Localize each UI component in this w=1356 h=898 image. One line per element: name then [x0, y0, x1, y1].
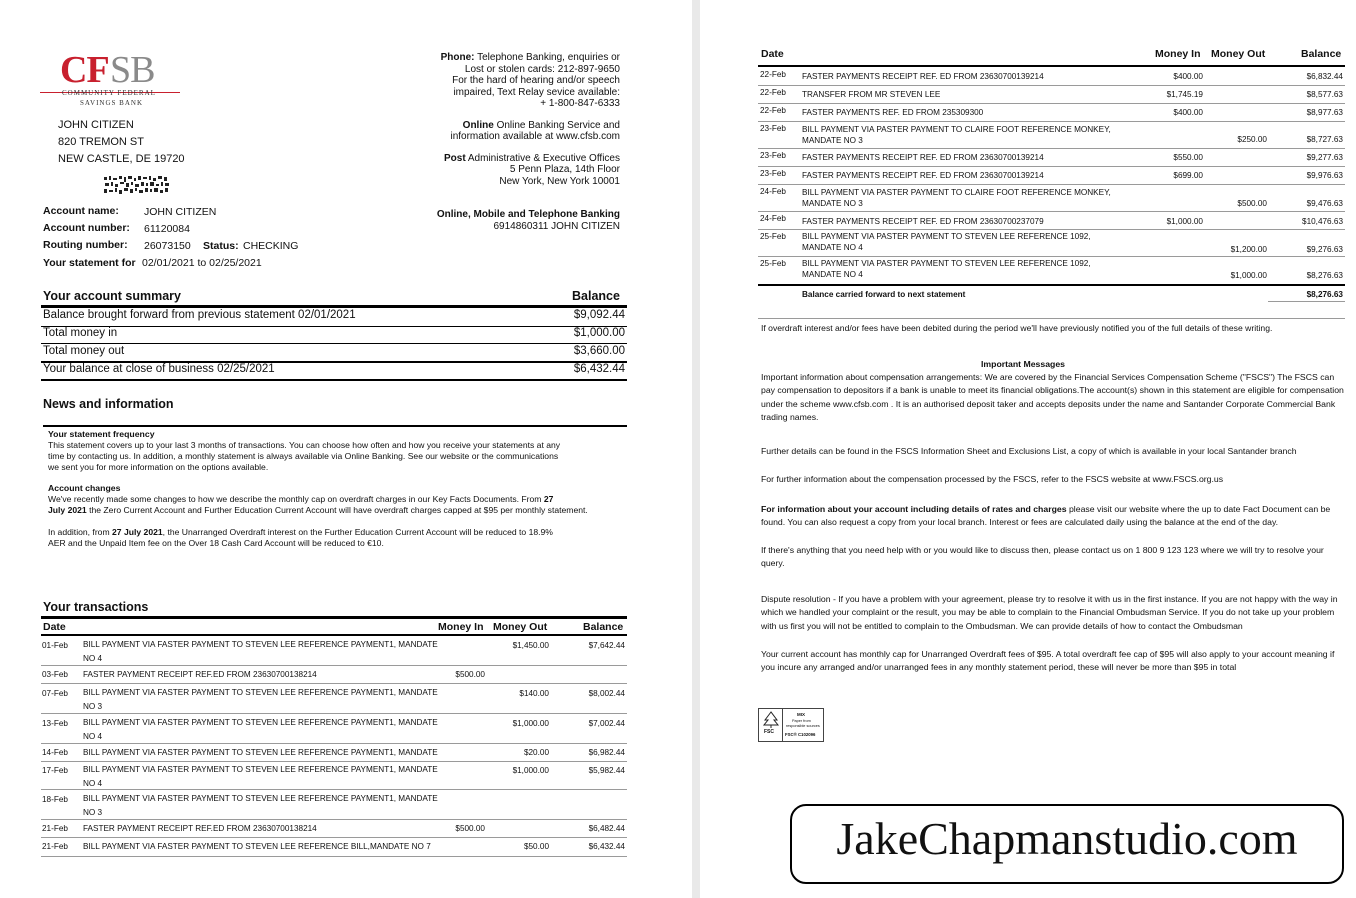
routing-number-label: Routing number:	[43, 239, 128, 251]
summary-row-label: Your balance at close of business 02/25/2021	[43, 363, 275, 375]
tx-balance: $6,832.44	[1306, 72, 1343, 81]
fsc-tree-icon	[762, 711, 780, 729]
tx-desc: FASTER PAYMENTS RECEIPT REF. ED FROM 23630700139214	[802, 153, 1044, 162]
news-top-rule	[43, 425, 627, 427]
carried-forward-value: $8,276.63	[1306, 290, 1343, 299]
statement-frequency-line: This statement covers up to your last 3 months of transactions. You can choose how often and how you receive your statements at any	[48, 440, 561, 450]
tx-desc: TRANSFER FROM MR STEVEN LEE	[802, 90, 941, 99]
summary-row	[41, 308, 627, 327]
table-row	[758, 230, 1345, 257]
tx-money-in: $550.00	[1173, 153, 1203, 162]
tx-money-out: $1,200.00	[1230, 245, 1267, 254]
tx-money-out: $50.00	[523, 842, 549, 851]
fsc-sources: responsible sources	[786, 724, 820, 728]
table-row	[41, 790, 627, 820]
fsc-mix: MIX	[797, 712, 806, 717]
transactions-table	[41, 636, 627, 858]
summary-row-value: $1,000.00	[573, 327, 625, 339]
rates-paragraph: For information about your account including details of rates and charges please visit our website where the up to date Fact Document can be found. You can also request a copy from your local branch. Interest or fees are calculated daily using the balance at the end of the day.	[761, 504, 1331, 528]
logo-sb-text: SB	[110, 49, 155, 91]
tx-balance: $9,476.63	[1306, 199, 1343, 208]
carried-forward-rule	[1268, 301, 1345, 302]
tx-balance: $8,276.63	[1306, 271, 1343, 280]
tx-date: 17-Feb	[42, 766, 68, 775]
tx-money-out: $1,000.00	[512, 719, 549, 728]
tx-money-out: $20.00	[523, 748, 549, 757]
table-row	[41, 762, 627, 790]
tx-money-out: $500.00	[1237, 199, 1267, 208]
statement-period-value: 02/01/2021 to 02/25/2021	[142, 257, 262, 269]
tx-desc: FASTER PAYMENT RECEIPT REF.ED FROM 23630700138214	[83, 670, 317, 679]
summary-title: Your account summary	[43, 289, 182, 303]
tx-desc: MANDATE NO 3	[802, 136, 863, 145]
tx-money-in: $699.00	[1173, 171, 1203, 180]
tx-header-money-in: Money In	[438, 621, 484, 633]
tx-balance: $8,727.63	[1306, 135, 1343, 144]
tx-date: 21-Feb	[42, 824, 68, 833]
account-number-value: 61120084	[144, 223, 190, 235]
tx-balance: $8,977.63	[1306, 108, 1343, 117]
tx-date: 18-Feb	[42, 795, 68, 804]
tx-money-in: $1,745.19	[1166, 90, 1203, 99]
summary-row-value: $6,432.44	[573, 363, 625, 375]
tx-date: 21-Feb	[42, 842, 68, 851]
tx-date: 23-Feb	[760, 151, 786, 160]
tx-money-out: $1,000.00	[1230, 271, 1267, 280]
important-messages-title: Important Messages	[981, 359, 1066, 369]
transactions-top-rule	[41, 616, 627, 619]
table-row	[41, 684, 627, 714]
tx-date: 22-Feb	[760, 70, 786, 79]
tx-balance: $8,002.44	[588, 689, 625, 698]
tx-date: 14-Feb	[42, 748, 68, 757]
watermark-banner	[790, 804, 1344, 884]
omtb-label: Online, Mobile and Telephone Banking	[436, 209, 620, 220]
tx-desc: BILL PAYMENT VIA FASTER PAYMENT TO STEVEN LEE REFERENCE PAYMENT1, MANDATE	[83, 640, 438, 649]
tx-desc: BILL PAYMENT VIA FASTER PAYMENT TO STEVEN LEE REFERENCE PAYMENT1, MANDATE	[83, 748, 438, 757]
tx-balance: $6,482.44	[588, 824, 625, 833]
tx-balance: $9,277.63	[1306, 153, 1343, 162]
tx-date: 24-Feb	[760, 214, 786, 223]
summary-balance-header: Balance	[572, 289, 620, 303]
phone-line-2: Lost or stolen cards: 212-897-9650	[464, 63, 620, 75]
tx-desc: BILL PAYMENT VIA FASTER PAYMENT TO STEVEN LEE REFERENCE PAYMENT1, MANDATE	[83, 688, 438, 697]
table-row	[758, 104, 1345, 122]
tx-balance: $7,002.44	[588, 719, 625, 728]
post-line-3: New York, New York 10001	[499, 175, 620, 187]
tx-money-out: $1,450.00	[512, 641, 549, 650]
tx-date: 23-Feb	[760, 169, 786, 178]
tx-date: 03-Feb	[42, 670, 68, 679]
summary-row-label: Total money in	[43, 327, 118, 339]
tx-date: 01-Feb	[42, 641, 68, 650]
tx-balance: $7,642.44	[588, 641, 625, 650]
tx-desc: BILL PAYMENT VIA FASTER PAYMENT TO STEVEN LEE REFERENCE PAYMENT1, MANDATE	[83, 765, 438, 774]
phone-line-3: For the hard of hearing and/or speech	[452, 75, 620, 86]
tx-desc: BILL PAYMENT VIA FASTER PAYMENT TO STEVEN LEE REFERENCE PAYMENT1, MANDATE	[83, 794, 438, 803]
transactions-table-continued	[758, 67, 1345, 307]
tx2-header-balance: Balance	[1301, 48, 1342, 60]
tx-desc: NO 4	[83, 654, 103, 663]
phone-line-4: impaired, Text Relay sevice available:	[453, 86, 620, 98]
table-row	[758, 212, 1345, 230]
tx-balance: $8,577.63	[1306, 90, 1343, 99]
tx-money-in: $500.00	[455, 824, 485, 833]
help-paragraph: If there's anything that you need help with or you would like to discuss then, please contact us on 1 800 9 123 123 where we will try to resolve your query.	[761, 545, 1324, 569]
tx-date: 25-Feb	[760, 232, 786, 241]
addition-line: AER and the Unpaid Item fee on the Over 18 Cash Card Account will be reduced to €10.	[48, 538, 384, 548]
phone-line-5: + 1-800-847-6333	[540, 98, 620, 109]
carried-forward-label: Balance carried forward to next statement	[802, 290, 966, 299]
tx-desc: BILL PAYMENT VIA PASTER PAYMENT TO CLAIRE FOOT REFERENCE MONKEY,	[802, 188, 1111, 197]
fsc-text: FSC	[764, 729, 774, 735]
online-line-2: information available at www.cfsb.com	[450, 131, 620, 142]
tx-desc: FASTER PAYMENT RECEIPT REF.ED FROM 23630700138214	[83, 824, 317, 833]
tx-desc: BILL PAYMENT VIA PASTER PAYMENT TO STEVEN LEE REFERENCE 1092,	[802, 259, 1091, 268]
tx-desc: MANDATE NO 4	[802, 243, 863, 252]
notices-top-rule	[758, 318, 1345, 319]
statement-frequency-line: time by contacting us. In addition, a monthly statement is always available via Online Banking. See our website or the communications	[48, 451, 559, 461]
account-name-value: JOHN CITIZEN	[144, 206, 217, 218]
addition-line: In addition, from 27 July 2021, the Unarranged Overdraft interest on the Further Education Current Account will be reduced to 18.9%	[48, 527, 553, 537]
fsc-certification-logo	[758, 708, 824, 742]
tx-balance: $5,982.44	[588, 766, 625, 775]
tx-desc: NO 3	[83, 702, 103, 711]
tx-desc: FASTER PAYMENTS RECEIPT REF. ED FROM 23630700237079	[802, 217, 1044, 226]
transactions-title: Your transactions	[43, 600, 149, 614]
summary-row	[41, 326, 627, 344]
customer-street: 820 TREMON ST	[58, 136, 144, 148]
logo-line2: SAVINGS BANK	[80, 99, 144, 107]
table-row	[41, 714, 627, 744]
tx-date: 25-Feb	[760, 259, 786, 268]
account-changes-line: We've recently made some changes to how we describe the monthly cap on overdraft charges in our Key Facts Documents. From 27	[48, 494, 554, 504]
table-row	[758, 149, 1345, 167]
bank-logo	[60, 48, 180, 108]
fscs-paragraph: Important information about compensation arrangements: We are covered by the Financial Services Compensation Scheme ("FSCS") The FSCS can pay compensation to depositors if a bank is unable to meet its financial obligations.The account(s) shown in this statement are eligible for compensation under the scheme www.cfsb.com . It is an authorised deposit taker and accepts deposits under the name and Santander Corporate Commercial Bank trading names.	[761, 372, 1344, 423]
overdraft-notice: If overdraft interest and/or fees have been debited during the period we'll have previously notified you of the full details of these writing.	[761, 323, 1273, 333]
fscs-website: For further information about the compensation processed by the FSCS, refer to the FSCS website at www.FSCS.org.us	[761, 474, 1224, 484]
fscs-details: Further details can be found in the FSCS Information Sheet and Exclusions List, a copy of which is available in your local Santander branch	[761, 446, 1297, 456]
table-row	[41, 744, 627, 762]
table-row	[41, 666, 627, 684]
tx-header-date: Date	[43, 621, 66, 633]
tx-money-in: $400.00	[1173, 72, 1203, 81]
summary-row	[41, 344, 627, 363]
tx-desc: BILL PAYMENT VIA FASTER PAYMENT TO STEVEN LEE REFERENCE BILL,MANDATE NO 7	[83, 842, 431, 851]
tx-desc: NO 4	[83, 732, 103, 741]
fsc-divider	[782, 709, 783, 741]
table-row	[758, 185, 1345, 212]
tx-desc: FASTER PAYMENTS REF. ED FROM 235309300	[802, 108, 984, 117]
account-changes-title: Account changes	[48, 483, 121, 493]
table-row	[758, 257, 1345, 286]
dispute-paragraph: Dispute resolution - If you have a problem with your agreement, please try to resolve it with us in the first instance. If you are not happy with the way in which we handled your complaint or the result, you may be able to complain to the Financial Ombudsman Service. If you do not take up your problem with us first you will not be entitled to complain to the Ombudsman. We can provide details of how to contact the Ombudsman	[761, 594, 1338, 631]
status-label: Status:	[203, 240, 239, 252]
tx-desc: BILL PAYMENT VIA FASTER PAYMENT TO STEVEN LEE REFERENCE PAYMENT1, MANDATE	[83, 718, 438, 727]
tx-desc: BILL PAYMENT VIA PASTER PAYMENT TO STEVEN LEE REFERENCE 1092,	[802, 232, 1091, 241]
table-row	[41, 838, 627, 857]
customer-city: NEW CASTLE, DE 19720	[58, 153, 185, 165]
online-line-1: Online Online Banking Service and	[462, 119, 620, 131]
phone-line-1: Phone: Telephone Banking, enquiries or	[440, 52, 620, 63]
tx-money-out: $250.00	[1237, 135, 1267, 144]
tx-money-in: $500.00	[455, 670, 485, 679]
table-row	[758, 67, 1345, 86]
tx-money-out: $1,000.00	[512, 766, 549, 775]
contact-block	[390, 52, 620, 232]
summary-row-label: Balance brought forward from previous statement 02/01/2021	[43, 309, 356, 321]
table-row	[758, 122, 1345, 149]
tx-money-in: $1,000.00	[1166, 217, 1203, 226]
summary-row-value: $9,092.44	[573, 309, 625, 321]
account-number-label: Account number:	[43, 222, 130, 234]
news-title: News and information	[43, 397, 174, 411]
logo-line1: COMMUNITY FEDERAL	[62, 89, 156, 97]
tx-date: 23-Feb	[760, 124, 786, 133]
tx-header-balance: Balance	[583, 621, 624, 633]
post-line-1: Post Administrative & Executive Offices	[443, 152, 620, 164]
tx-desc: NO 3	[83, 808, 103, 817]
tx-desc: MANDATE NO 3	[802, 199, 863, 208]
tx2-header-money-in: Money In	[1155, 48, 1201, 60]
tx-desc: FASTER PAYMENTS RECEIPT REF. ED FROM 23630700139214	[802, 171, 1044, 180]
tx-balance: $9,276.63	[1306, 245, 1343, 254]
logo-cf-text: CF	[60, 49, 109, 91]
tx-date: 22-Feb	[760, 106, 786, 115]
tx-balance: $6,432.44	[588, 842, 625, 851]
table-row	[758, 167, 1345, 185]
overdraft-cap-paragraph: Your current account has monthly cap for Unarranged Overdraft fees of $95. A total overdraft fee cap of $95 will also apply to your account meaning if you incure any arranged and/or unarranged fees in any monthly statement period, these will never be more than $95 in total	[761, 649, 1335, 673]
tx-desc: NO 4	[83, 779, 103, 788]
summary-row-label: Total money out	[43, 345, 125, 357]
tx-desc: FASTER PAYMENTS RECEIPT REF. ED FROM 23630700139214	[802, 72, 1044, 81]
tx2-header-money-out: Money Out	[1211, 48, 1266, 60]
tx-date: 07-Feb	[42, 689, 68, 698]
tx-balance: $6,982.44	[588, 748, 625, 757]
tx-date: 24-Feb	[760, 187, 786, 196]
fsc-paper: Paper from	[792, 719, 811, 723]
summary-row-value: $3,660.00	[573, 345, 625, 357]
tx-desc: MANDATE NO 4	[802, 270, 863, 279]
account-changes-line: July 2021 the Zero Current Account and Further Education Current Account will have overdraft charges capped at $95 per monthly statement.	[48, 505, 588, 515]
watermark-text: JakeChapmanstudio.com	[836, 813, 1298, 864]
table-row	[758, 86, 1345, 104]
tx-money-in: $400.00	[1173, 108, 1203, 117]
tx-header-money-out: Money Out	[493, 621, 548, 633]
summary-row	[41, 363, 627, 381]
post-line-2: 5 Penn Plaza, 14th Floor	[509, 164, 620, 175]
table-row	[41, 636, 627, 666]
routing-number-value: 26073150	[144, 240, 191, 252]
fsc-code: FSC® C102096	[785, 732, 816, 737]
status-value: CHECKING	[243, 240, 299, 252]
postal-barcode	[103, 175, 171, 197]
tx-date: 22-Feb	[760, 88, 786, 97]
tx-date: 13-Feb	[42, 719, 68, 728]
statement-period-label: Your statement for	[43, 257, 136, 269]
tx2-header-date: Date	[761, 48, 784, 60]
tx-balance: $10,476.63	[1302, 217, 1343, 226]
omtb-value: 6914860311 JOHN CITIZEN	[493, 220, 620, 232]
customer-name: JOHN CITIZEN	[58, 119, 134, 131]
tx-money-out: $140.00	[519, 689, 549, 698]
tx-balance: $9,976.63	[1306, 171, 1343, 180]
tx-desc: BILL PAYMENT VIA PASTER PAYMENT TO CLAIRE FOOT REFERENCE MONKEY,	[802, 125, 1111, 134]
statement-frequency-title: Your statement frequency	[48, 429, 155, 439]
table-row	[41, 820, 627, 838]
statement-frequency-line: we sent you for more information on the options available.	[48, 462, 269, 472]
account-name-label: Account name:	[43, 205, 119, 217]
